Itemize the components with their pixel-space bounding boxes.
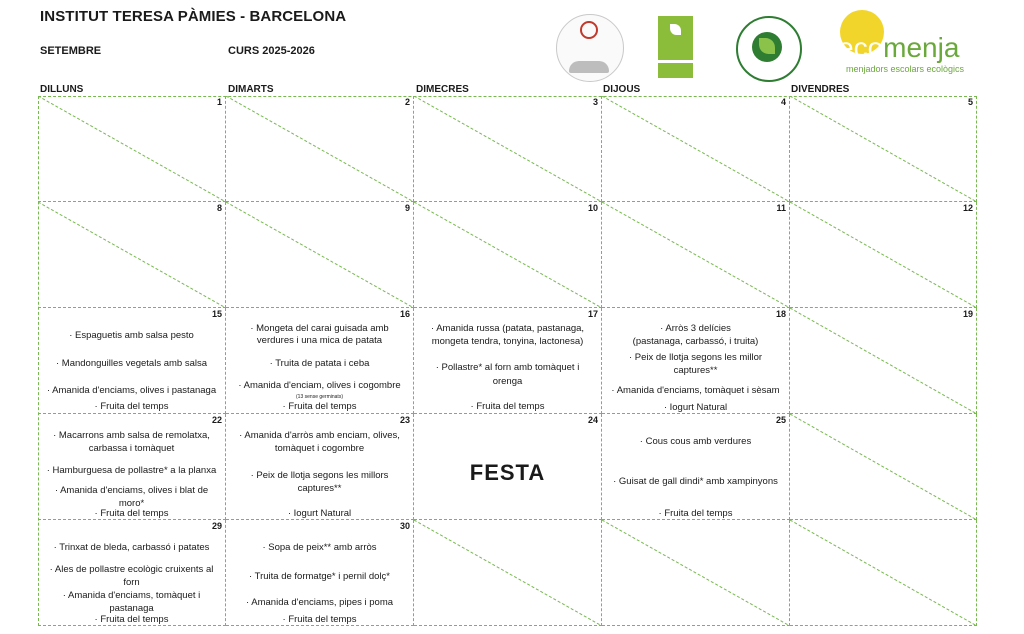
day-number: 17 [587,309,598,319]
menu-item: · Fruita del temps [658,508,733,519]
empty-day-diagonal [38,202,226,308]
day-cell [38,520,226,626]
menu-item: verdures i una mica de patata [256,335,383,346]
empty-day-diagonal [602,202,790,308]
course-label: CURS 2025-2026 [228,45,315,57]
menu-item: · Fruita del temps [94,614,169,625]
day-cell [602,520,790,626]
day-number: 29 [211,521,222,531]
day-number: 11 [776,203,786,213]
menu-item: · Amanida d'enciams, olives i blat de [54,485,209,496]
school-title: INSTITUT TERESA PÀMIES - BARCELONA [40,8,347,25]
day-cell [38,308,226,414]
menu-item: · Trinxat de bleda, carbassó i patates [53,542,210,553]
day-cell [38,202,226,308]
day-number: 19 [962,309,973,319]
menu-item: · Fruita del temps [282,614,357,625]
day-number: 4 [780,97,786,107]
empty-day-diagonal [790,96,977,202]
menu-item: · Mongeta del carai guisada amb [250,323,389,334]
menu-item: · Arròs 3 delícies [660,323,731,334]
month-label: SETEMBRE [40,45,102,57]
day-cell [226,414,414,520]
menu-item: captures** [297,483,342,494]
day-cell [226,96,414,202]
menu-item: moro* [118,498,145,509]
day-cell [226,308,414,414]
day-cell [414,202,602,308]
weekday-monday: DILLUNS [40,84,84,95]
menu-note: (13 sense germinats) [296,394,343,400]
day-cell [602,414,790,520]
day-cell [38,414,226,520]
day-cell [414,414,602,520]
day-cell [602,96,790,202]
menu-item: · Amanida d'arròs amb enciam, olives, [239,430,400,441]
day-number: 8 [216,203,222,213]
menu-item: · Macarrons amb salsa de remolatxa, [53,430,210,441]
leaf-icon [670,24,681,35]
day-cell [790,202,977,308]
menu-item: orenga [492,376,523,387]
day-number: 24 [587,415,598,425]
mountain-icon [569,61,609,73]
day-number: 18 [775,309,786,319]
menu-item: captures** [673,365,718,376]
day-cell [38,96,226,202]
weekday-tuesday: DIMARTS [228,84,274,95]
empty-day-diagonal [226,202,414,308]
weekday-friday: DIVENDRES [791,84,850,95]
menu-item: · Amanida d'enciams, pipes i poma [245,597,394,608]
menu-item: · Peix de llotja segons les millor [628,352,763,363]
day-number: 3 [592,97,598,107]
empty-day-diagonal [790,414,977,520]
menu-item: · Cous cous amb verdures [639,436,752,447]
menu-item: · Amanida d'enciams, tomàquet i sèsam [611,385,780,396]
snail-icon [580,21,598,39]
day-cell [602,202,790,308]
menu-item: · Iogurt Natural [663,402,728,413]
day-cell [226,202,414,308]
menu-item: · Hamburguesa de pollastre* a la planxa [46,465,217,476]
menu-item: · Ales de pollastre ecològic cruixents al [49,564,214,575]
menu-item: · Amanida d'enciams, tomàquet i [62,590,201,601]
day-cell [414,308,602,414]
round-seal-logo [736,16,802,82]
day-cell [414,520,602,626]
day-number: 25 [775,415,786,425]
menu-item: · Amanida d'enciam, olives i cogombre [238,380,401,391]
menu-item: · Fruita del temps [94,401,169,412]
weekday-thursday: DIJOUS [603,84,641,95]
menu-item: · Fruita del temps [282,401,357,412]
ecomenja-subtitle: menjadors escolars ecològics [846,64,965,74]
day-number: 22 [211,415,222,425]
day-number: 23 [399,415,410,425]
menu-item: forn [123,577,140,588]
menu-item: tomàquet i cogombre [274,443,365,454]
empty-day-diagonal [790,202,977,308]
menu-item: · Sopa de peix** amb arròs [262,542,377,553]
empty-day-diagonal [602,520,790,626]
logo-band [658,60,693,63]
day-number: 9 [404,203,410,213]
holiday-label: FESTA [469,460,546,485]
day-cell [790,414,977,520]
empty-day-diagonal [414,96,602,202]
empty-day-diagonal [602,96,790,202]
menu-item: mongeta tendra, tonyina, lactonesa) [431,336,584,347]
ecomenja-logo [836,10,976,74]
day-cell [790,96,977,202]
menu-item: · Amanida d'enciams, olives i pastanaga [46,385,217,396]
menu-item: · Espaguetis amb salsa pesto [69,330,194,341]
day-number: 12 [962,203,973,213]
slow-food-logo [556,14,624,82]
menu-item: · Truita de formatge* i pernil dolç* [249,571,390,582]
empty-day-diagonal [790,520,977,626]
empty-day-diagonal [414,202,602,308]
empty-day-diagonal [790,308,977,414]
menu-item: · Guisat de gall dindi* amb xampinyons [613,476,778,487]
day-cell [790,308,977,414]
day-number: 10 [587,203,598,213]
menu-item: · Amanida russa (patata, pastanaga, [430,323,585,334]
green-certification-logo [658,16,693,78]
day-number: 30 [399,521,410,531]
empty-day-diagonal [414,520,602,626]
ecomenja-wordmark: ecomenja [838,32,960,63]
menu-item: pastanaga [109,603,154,614]
menu-item: · Mandonguilles vegetals amb salsa [55,358,208,369]
menu-item: · Peix de llotja segons les millors [250,470,389,481]
menu-item: (pastanaga, carbassó, i truita) [632,336,759,347]
menu-item: · Fruita del temps [94,508,169,519]
menu-item: · Truita de patata i ceba [269,358,370,369]
day-cell [226,520,414,626]
day-number: 5 [967,97,973,107]
empty-day-diagonal [226,96,414,202]
day-number: 16 [399,309,410,319]
empty-day-diagonal [38,96,226,202]
day-number: 2 [404,97,410,107]
menu-item: · Fruita del temps [470,401,545,412]
menu-item: · Iogurt Natural [287,508,352,519]
day-number: 1 [216,97,222,107]
day-number: 15 [211,309,222,319]
weekday-wednesday: DIMECRES [416,84,469,95]
day-cell [602,308,790,414]
leaf-icon [759,38,775,54]
menu-item: carbassa i tomàquet [88,443,175,454]
day-cell [790,520,977,626]
day-cell [414,96,602,202]
menu-item: · Pollastre* al forn amb tomàquet i [435,362,580,373]
